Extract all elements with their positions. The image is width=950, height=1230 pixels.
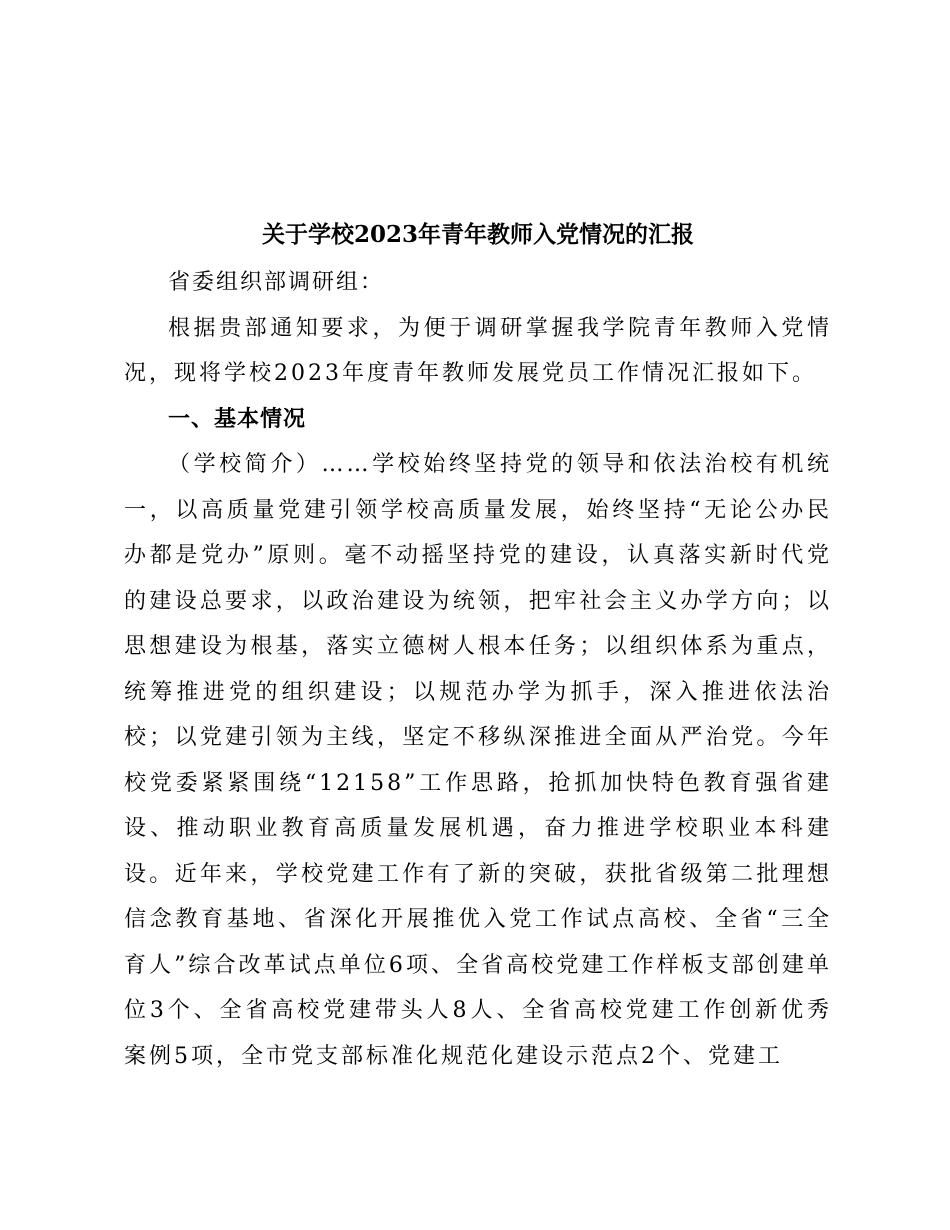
salutation: 省委组织部调研组： bbox=[168, 270, 385, 295]
section-body-basic-situation: （学校简介）……学校始终坚持党的领导和依法治校有机统一，以高质量党建引领学校高质量发展，始终坚持“无论公办民办都是党办”原则。毫不动摇坚持党的建设，认真落实新时代党的建设总要求，以政治建设为统领，把牢社会主义办学方向；以思想建设为根基，落实立德树人根本任务；以组织体系为重点，统筹推进党的组织建设；以规范办学为抓手，深入推进依法治校；以党建引领为主线，坚定不移纵深推进全面从严治党。今年校党委紧紧围绕“12158”工作思路，抢抓加快特色教育强省建设、推动职业教育高质量发展机遇，奋力推进学校职业本科建设。近年来，学校党建工作有了新的突破，获批省级第二批理想信念教育基地、省深化开展推优入党工作试点高校、全省“三全育人”综合改革试点单位6项、全省高校党建工作样板支部创建单位3个、全省高校党建带头人8人、全省高校党建工作创新优秀案例5项，全市党支部标准化规范化建设示范点2个、党建工 bbox=[124, 452, 832, 1069]
section-heading-basic-situation: 一、基本情况 bbox=[168, 406, 307, 432]
document-title: 关于学校2023年青年教师入党情况的汇报 bbox=[261, 221, 694, 248]
document-body bbox=[124, 216, 832, 1079]
intro-paragraph: 根据贵部通知要求，为便于调研掌握我学院青年教师入党情况，现将学校2023年度青年教师发展党员工作情况汇报如下。 bbox=[124, 315, 832, 386]
